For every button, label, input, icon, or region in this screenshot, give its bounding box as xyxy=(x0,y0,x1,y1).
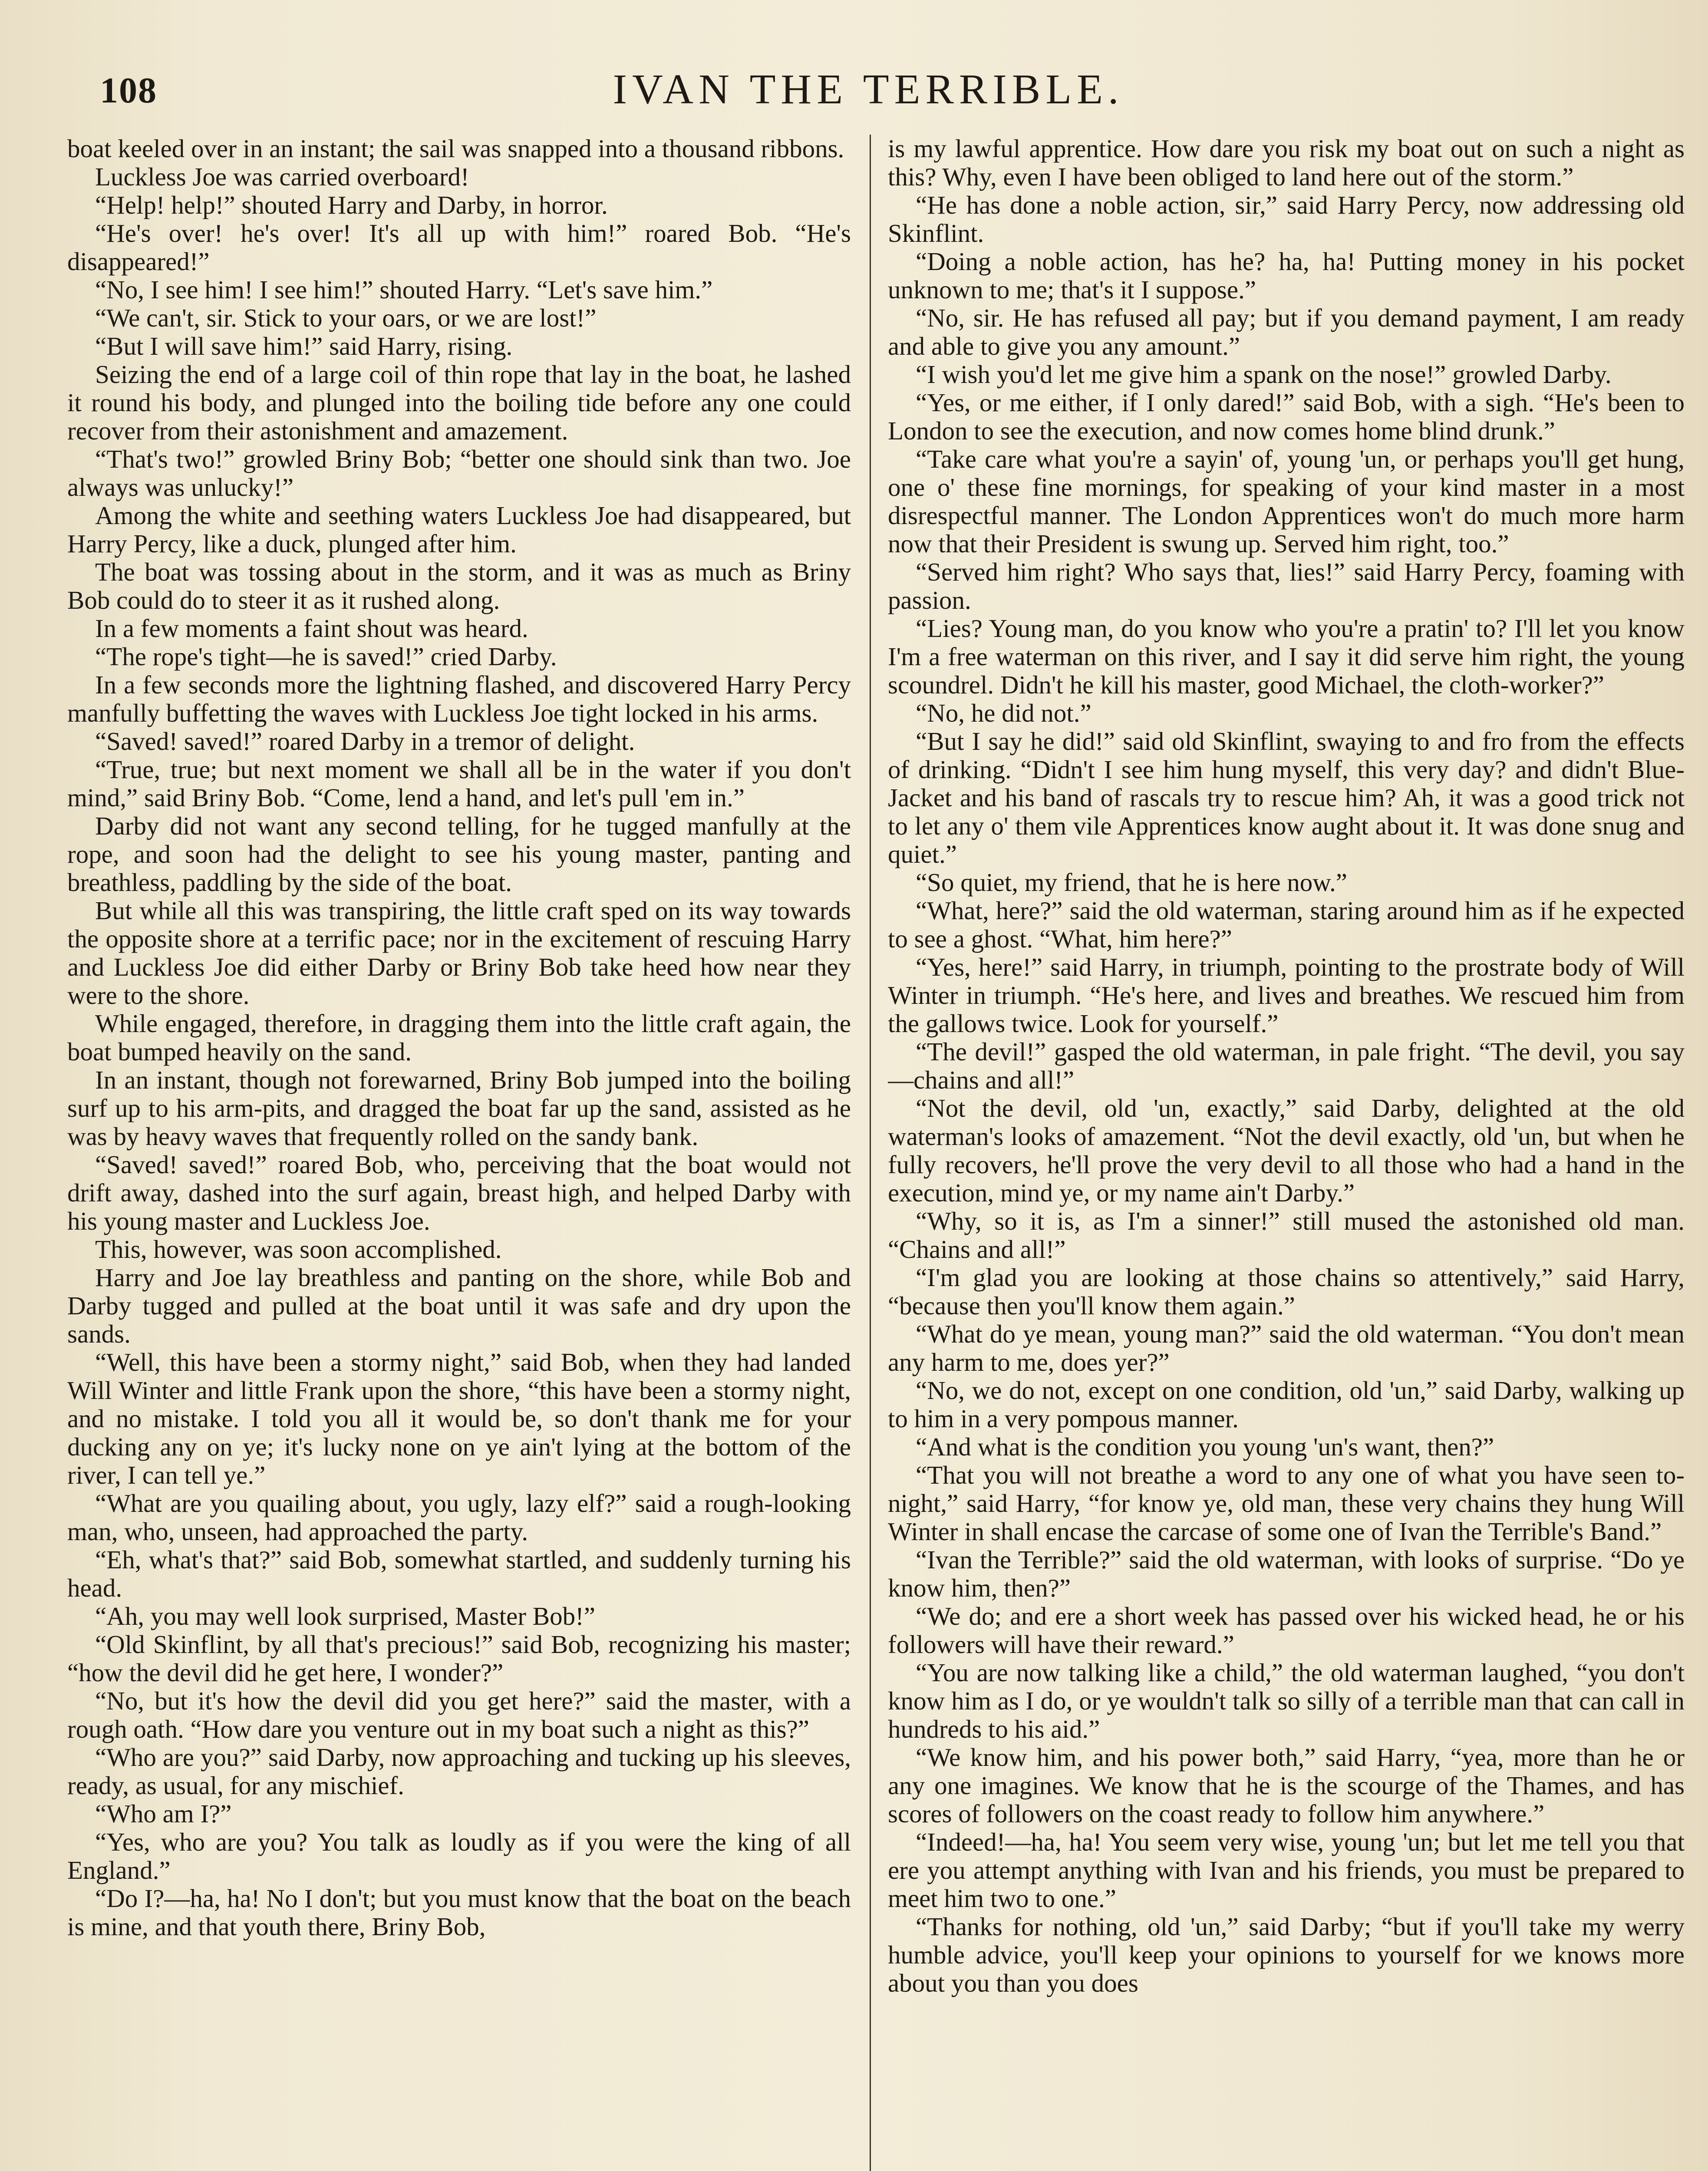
paragraph: Among the white and seething waters Luckless Joe had disappeared, but Harry Percy, like a duck, plunged after him. xyxy=(67,501,851,558)
paragraph: “Yes, or me either, if I only dared!” said Bob, with a sigh. “He's been to London to see the execution, and now comes home blind drunk.” xyxy=(888,388,1685,445)
paragraph: boat keeled over in an instant; the sail was snapped into a thousand ribbons. xyxy=(67,135,844,163)
paragraph: In a few seconds more the lightning flashed, and discovered Harry Percy manfully buffetting the waves with Luckless Joe tight locked in his arms. xyxy=(67,670,851,727)
paragraph: “Old Skinflint, by all that's precious!” said Bob, recognizing his master; “how the devil did he get here, I wonder?” xyxy=(67,1630,851,1687)
paragraph: “I wish you'd let me give him a spank on the nose!” growled Darby. xyxy=(916,360,1612,389)
paragraph: “Take care what you're a sayin' of, young 'un, or perhaps you'll get hung, one o' these fine mornings, for speaking of your kind master in a most disrespectful manner. The London Apprentices won't do much more harm now that their President is swung up. Served him right, too.” xyxy=(888,445,1685,558)
page-number: 108 xyxy=(100,70,157,111)
paragraph: This, however, was soon accomplished. xyxy=(95,1235,502,1264)
page-header xyxy=(65,65,1672,122)
paragraph: In an instant, though not forewarned, Briny Bob jumped into the boiling surf up to his arm-pits, and dragged the boat far up the sand, assisted as he was by heavy waves that frequently rolled on the sandy bank. xyxy=(67,1066,851,1151)
paragraph: Darby did not want any second telling, for he tugged manfully at the rope, and soon had the delight to see his young master, panting and breathless, paddling by the side of the boat. xyxy=(67,812,851,897)
paragraph: “No, he did not.” xyxy=(916,699,1091,727)
column-divider xyxy=(870,135,871,2171)
paragraph: But while all this was transpiring, the little craft sped on its way towards the opposite shore at a terrific pace; nor in the excitement of rescuing Harry and Luckless Joe did either Darby or Briny Bob take heed how near they were to the shore. xyxy=(67,896,851,1010)
paragraph: “Served him right? Who says that, lies!” said Harry Percy, foaming with passion. xyxy=(888,558,1685,614)
paragraph: “No, we do not, except on one condition, old 'un,” said Darby, walking up to him in a very pompous manner. xyxy=(888,1376,1685,1433)
paragraph: “The rope's tight—he is saved!” cried Darby. xyxy=(95,642,557,671)
paragraph: “Indeed!—ha, ha! You seem very wise, young 'un; but let me tell you that ere you attempt anything with Ivan and his friends, you must be prepared to meet him two to one.” xyxy=(888,1828,1685,1913)
paragraph: “The devil!” gasped the old waterman, in pale fright. “The devil, you say—chains and all!” xyxy=(888,1037,1685,1094)
paragraph: “Well, this have been a stormy night,” said Bob, when they had landed Will Winter and little Frank upon the shore, “this have been a stormy night, and no mistake. I told you all it would be, so don't thank me for your ducking any on ye; it's lucky none on ye ain't lying at the bottom of the river, I can tell ye.” xyxy=(67,1348,851,1489)
paragraph: In a few moments a faint shout was heard. xyxy=(95,614,528,643)
paragraph: “We can't, sir. Stick to your oars, or we are lost!” xyxy=(95,304,597,332)
paragraph: “True, true; but next moment we shall all be in the water if you don't mind,” said Briny Bob. “Come, lend a hand, and let's pull 'em in.” xyxy=(67,755,851,812)
paragraph: “No, sir. He has refused all pay; but if you demand payment, I am ready and able to give you any amount.” xyxy=(888,304,1685,360)
paragraph: “What, here?” said the old waterman, staring around him as if he expected to see a ghost. “What, him here?” xyxy=(888,896,1685,953)
paragraph: Harry and Joe lay breathless and panting on the shore, while Bob and Darby tugged and pulled at the boat until it was safe and dry upon the sands. xyxy=(67,1263,851,1348)
paragraph: Luckless Joe was carried overboard! xyxy=(95,162,469,191)
paragraph: While engaged, therefore, in dragging them into the little craft again, the boat bumped heavily on the sand. xyxy=(67,1009,851,1066)
paragraph: “Who am I?” xyxy=(95,1799,232,1828)
paragraph: “What do ye mean, young man?” said the old waterman. “You don't mean any harm to me, does yer?” xyxy=(888,1320,1685,1376)
paragraph: “Not the devil, old 'un, exactly,” said Darby, delighted at the old waterman's looks of amazement. “Not the devil exactly, old 'un, but when he fully recovers, he'll prove the very devil to all those who had a hand in the execution, mind ye, or my name ain't Darby.” xyxy=(888,1094,1685,1207)
paragraph: “We do; and ere a short week has passed over his wicked head, he or his followers will have their reward.” xyxy=(888,1602,1685,1659)
running-title: IVAN THE TERRIBLE. xyxy=(613,66,1124,113)
paragraph: “What are you quailing about, you ugly, lazy elf?” said a rough-looking man, who, unseen, had approached the party. xyxy=(67,1489,851,1546)
paragraph: “No, but it's how the devil did you get here?” said the master, with a rough oath. “How dare you venture out in my boat such a night as this?” xyxy=(67,1686,851,1743)
right-column xyxy=(888,135,1685,2171)
paragraph: “Ivan the Terrible?” said the old waterman, with looks of surprise. “Do ye know him, then?” xyxy=(888,1545,1685,1602)
paragraph: “We know him, and his power both,” said Harry, “yea, more than he or any one imagines. We know that he is the scourge of the Thames, and has scores of followers on the coast ready to follow him anywhere.” xyxy=(888,1743,1685,1828)
paragraph: “Ah, you may well look surprised, Master Bob!” xyxy=(95,1602,595,1630)
paragraph: “And what is the condition you young 'un's want, then?” xyxy=(916,1432,1494,1461)
paragraph: “That's two!” growled Briny Bob; “better one should sink than two. Joe always was unlucky!” xyxy=(67,445,851,502)
paragraph: “Saved! saved!” roared Darby in a tremor of delight. xyxy=(95,727,635,756)
paragraph: “But I say he did!” said old Skinflint, swaying to and fro from the effects of drinking. “Didn't I see him hung myself, this very day? and didn't Blue-Jacket and his band of rascals try to rescue him? Ah, it was a good trick not to let any o' them vile Apprentices know aught about it. It was done snug and quiet.” xyxy=(888,727,1685,868)
paragraph: “Why, so it is, as I'm a sinner!” still mused the astonished old man. “Chains and all!” xyxy=(888,1207,1685,1264)
paragraph: “Who are you?” said Darby, now approaching and tucking up his sleeves, ready, as usual, for any mischief. xyxy=(67,1743,851,1800)
paragraph: is my lawful apprentice. How dare you risk my boat out on such a night as this? Why, even I have been obliged to land here out of the storm.” xyxy=(888,135,1685,191)
paragraph: “But I will save him!” said Harry, rising. xyxy=(95,332,513,360)
left-column xyxy=(67,135,851,2171)
paragraph: “He has done a noble action, sir,” said Harry Percy, now addressing old Skinflint. xyxy=(888,191,1685,247)
paragraph: “Lies? Young man, do you know who you're a pratin' to? I'll let you know I'm a free waterman on this river, and I say it did serve him right, the young scoundrel. Didn't he kill his master, good Michael, the cloth-worker?” xyxy=(888,614,1685,699)
paragraph: “Yes, here!” said Harry, in triumph, pointing to the prostrate body of Will Winter in triumph. “He's here, and lives and breathes. We rescued him from the gallows twice. Look for yourself.” xyxy=(888,953,1685,1038)
paragraph: “Do I?—ha, ha! No I don't; but you must know that the boat on the beach is mine, and that youth there, Briny Bob, xyxy=(67,1884,851,1941)
paragraph: “Help! help!” shouted Harry and Darby, in horror. xyxy=(95,191,608,219)
paragraph: “I'm glad you are looking at those chains so attentively,” said Harry, “because then you'll know them again.” xyxy=(888,1263,1685,1320)
paragraph: “Thanks for nothing, old 'un,” said Darby; “but if you'll take my werry humble advice, you'll keep your opinions to yourself for we knows more about you than you does xyxy=(888,1912,1685,1997)
paragraph: “Doing a noble action, has he? ha, ha! Putting money in his pocket unknown to me; that's it I suppose.” xyxy=(888,247,1685,304)
paragraph: Seizing the end of a large coil of thin rope that lay in the boat, he lashed it round his body, and plunged into the boiling tide before any one could recover from their astonishment and amazement. xyxy=(67,360,851,445)
paragraph: The boat was tossing about in the storm, and it was as much as Briny Bob could do to steer it as it rushed along. xyxy=(67,558,851,614)
paragraph: “That you will not breathe a word to any one of what you have seen to-night,” said Harry, “for know ye, old man, these very chains they hung Will Winter in shall encase the carcase of some one of Ivan the Terrible's Band.” xyxy=(888,1461,1685,1546)
paragraph: “No, I see him! I see him!” shouted Harry. “Let's save him.” xyxy=(95,275,713,304)
paragraph: “He's over! he's over! It's all up with him!” roared Bob. “He's disappeared!” xyxy=(67,219,851,276)
paragraph: “Eh, what's that?” said Bob, somewhat startled, and suddenly turning his head. xyxy=(67,1545,851,1602)
paragraph: “Yes, who are you? You talk as loudly as if you were the king of all England.” xyxy=(67,1828,851,1884)
paragraph: “So quiet, my friend, that he is here now.” xyxy=(916,868,1347,897)
paragraph: “Saved! saved!” roared Bob, who, perceiving that the boat would not drift away, dashed into the surf again, breast high, and helped Darby with his young master and Luckless Joe. xyxy=(67,1150,851,1235)
paragraph: “You are now talking like a child,” the old waterman laughed, “you don't know him as I do, or ye wouldn't talk so silly of a terrible man that can call in hundreds to his aid.” xyxy=(888,1658,1685,1743)
